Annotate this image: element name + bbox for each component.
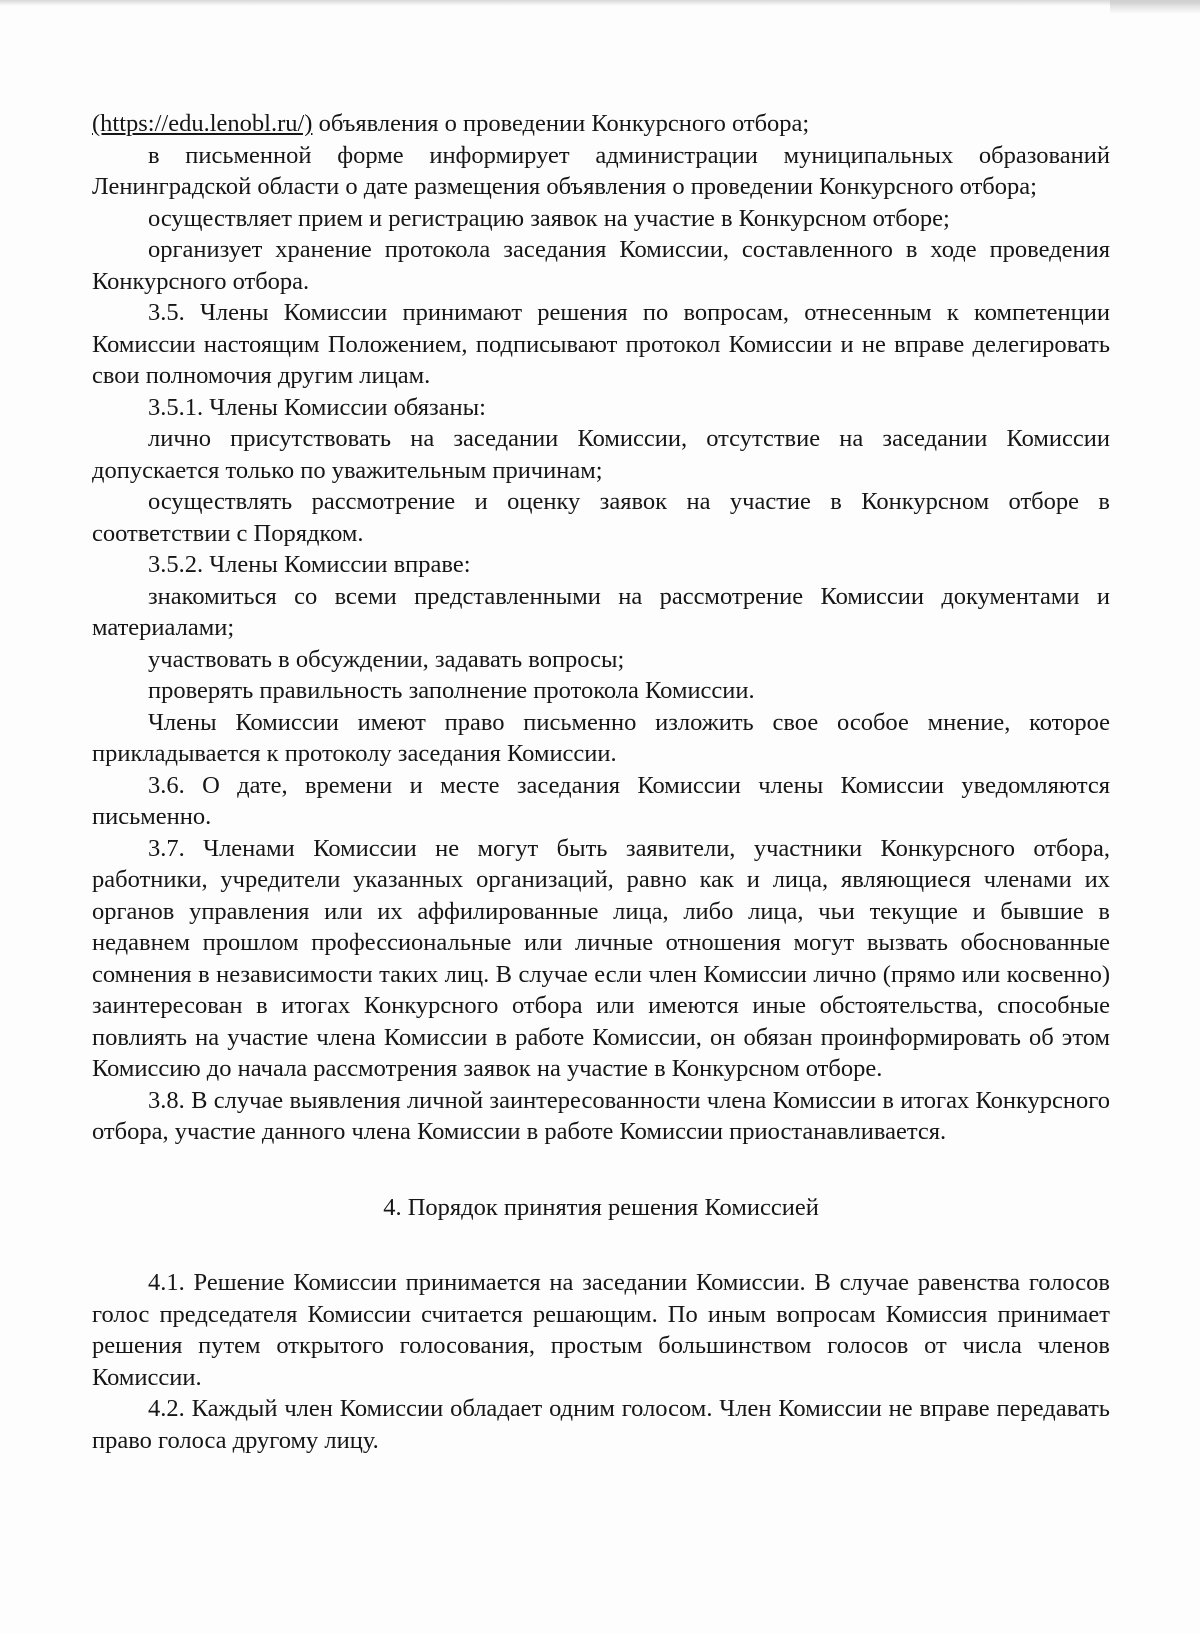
paragraph-attend-meetings: лично присутствовать на заседании Комиссии, отсутствие на заседании Комиссии допускается только по уважительным причинам; — [92, 425, 1110, 484]
paragraph-3-6: 3.6. О дате, времени и месте заседания Комиссии члены Комиссии уведомляются письменно. — [92, 771, 1110, 830]
paragraph-check-protocol: проверять правильность заполнение протокола Комиссии. — [148, 677, 755, 704]
scan-edge-shadow — [0, 0, 1200, 6]
scan-corner-shadow — [1110, 0, 1200, 14]
paragraph-3-7: 3.7. Членами Комиссии не могут быть заявители, участники Конкурсного отбора, работники, учредители указанных организаций, равно как и лица, являющиеся членами их органов управления или их аффилированные лица, либо лица, чьи текущие и бывшие в недавнем прошлом профессиональные или личные отношения могут вызвать обоснованные сомнения в независимости таких лиц. В случае если член Комиссии лично (прямо или косвенно) заинтересован в итогах Конкурсного отбора или имеются иные обстоятельства, способные повлиять на участие члена Комиссии в работе Комиссии, он обязан проинформировать об этом Комиссию до начала рассмотрения заявок на участие в Конкурсном отборе. — [92, 834, 1110, 1082]
paragraph-accept-applications: осуществляет прием и регистрацию заявок на участие в Конкурсном отборе; — [148, 204, 950, 232]
paragraph-store-protocol: организует хранение протокола заседания Комиссии, составленного в ходе проведения Конкурсного отбора. — [92, 236, 1110, 295]
paragraph-review-applications: осуществлять рассмотрение и оценку заявок на участие в Конкурсном отборе в соответствии с Порядком. — [92, 488, 1110, 547]
website-link[interactable]: (https://edu.lenobl.ru/) — [92, 110, 313, 137]
section-heading: 4. Порядок принятия решения Комиссией — [383, 1193, 819, 1221]
paragraph-4-2: 4.2. Каждый член Комиссии обладает одним голосом. Член Комиссии не вправе передавать право голоса другому лицу. — [92, 1395, 1110, 1454]
paragraph-4-1: 4.1. Решение Комиссии принимается на заседании Комиссии. В случае равенства голосов голос председателя Комиссии считается решающим. По иным вопросам Комиссия принимает решения путем открытого голосования, простым большинством голосов от числа членов Комиссии. — [92, 1269, 1110, 1391]
paragraph-inform-municipalities: в письменной форме информирует администрации муниципальных образований Ленинградской области о дате размещения объявления о проведении Конкурсного отбора; — [92, 141, 1110, 200]
paragraph-3-8: 3.8. В случае выявления личной заинтересованности члена Комиссии в итогах Конкурсного отбора, участие данного члена Комиссии в работе Комиссии приостанавливается. — [92, 1086, 1110, 1145]
paragraph-review-documents: знакомиться со всеми представленными на рассмотрение Комиссии документами и материалами; — [92, 582, 1110, 641]
intro-text: объявления о проведении Конкурсного отбора; — [312, 110, 810, 137]
paragraph-3-5-1: 3.5.1. Члены Комиссии обязаны: — [148, 393, 486, 421]
paragraph-3-5-2: 3.5.2. Члены Комиссии вправе: — [148, 551, 471, 578]
document-body — [92, 108, 1110, 1456]
paragraph-participate-discussion: участвовать в обсуждении, задавать вопросы; — [148, 645, 625, 673]
paragraph-3-5: 3.5. Члены Комиссии принимают решения по вопросам, отнесенным к компетенции Комиссии настоящим Положением, подписывают протокол Комиссии и не вправе делегировать свои полномочия другим лицам. — [92, 299, 1110, 389]
intro-paragraph — [92, 108, 1110, 140]
paragraph-special-opinion: Члены Комиссии имеют право письменно изложить свое особое мнение, которое прикладывается к протоколу заседания Комиссии. — [92, 708, 1110, 767]
